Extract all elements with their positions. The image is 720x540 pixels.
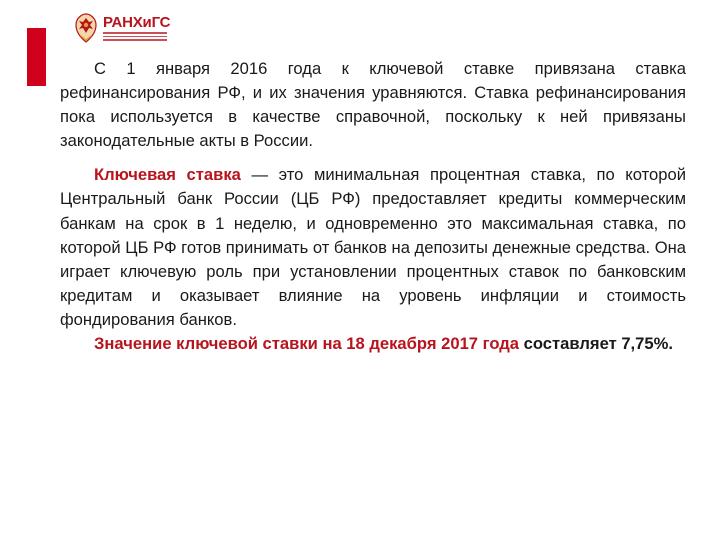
slide-body	[60, 57, 686, 356]
logo-wordmark: РАНХиГС	[103, 14, 171, 32]
key-rate-value-lead: Значение ключевой ставки на 18 декабря 2017 года	[94, 334, 520, 354]
ranepa-logo	[72, 10, 170, 46]
refinancing-paragraph: С 1 января 2016 года к ключевой ставке привязана ставка рефинансирования РФ, и их значения уравняются. Ставка рефинансирования пока используется в качестве справочной, поскольку к ней привязаны законодательные акты в России.	[60, 59, 686, 151]
logo-sublines	[103, 32, 170, 41]
key-rate-value: составляет 7,75%.	[519, 334, 673, 354]
eagle-emblem-icon	[72, 12, 100, 44]
definition-paragraph	[60, 163, 686, 332]
accent-bar	[27, 28, 46, 86]
key-rate-term: Ключевая ставка	[94, 165, 241, 185]
definition-text: — это минимальная процентная ставка, по которой Центральный банк России (ЦБ РФ) предоставляет кредиты коммерческим банкам на срок в 1 неделю, и одновременно это максимальная ставка, по которой ЦБ РФ готов принимать от банков на депозиты денежные средства. Она играет ключевую роль при установлении процентных ставок по банковским кредитам и оказывает влияние на уровень инфляции и стоимость фондирования банков.	[60, 165, 686, 329]
key-rate-value-paragraph	[60, 332, 686, 356]
